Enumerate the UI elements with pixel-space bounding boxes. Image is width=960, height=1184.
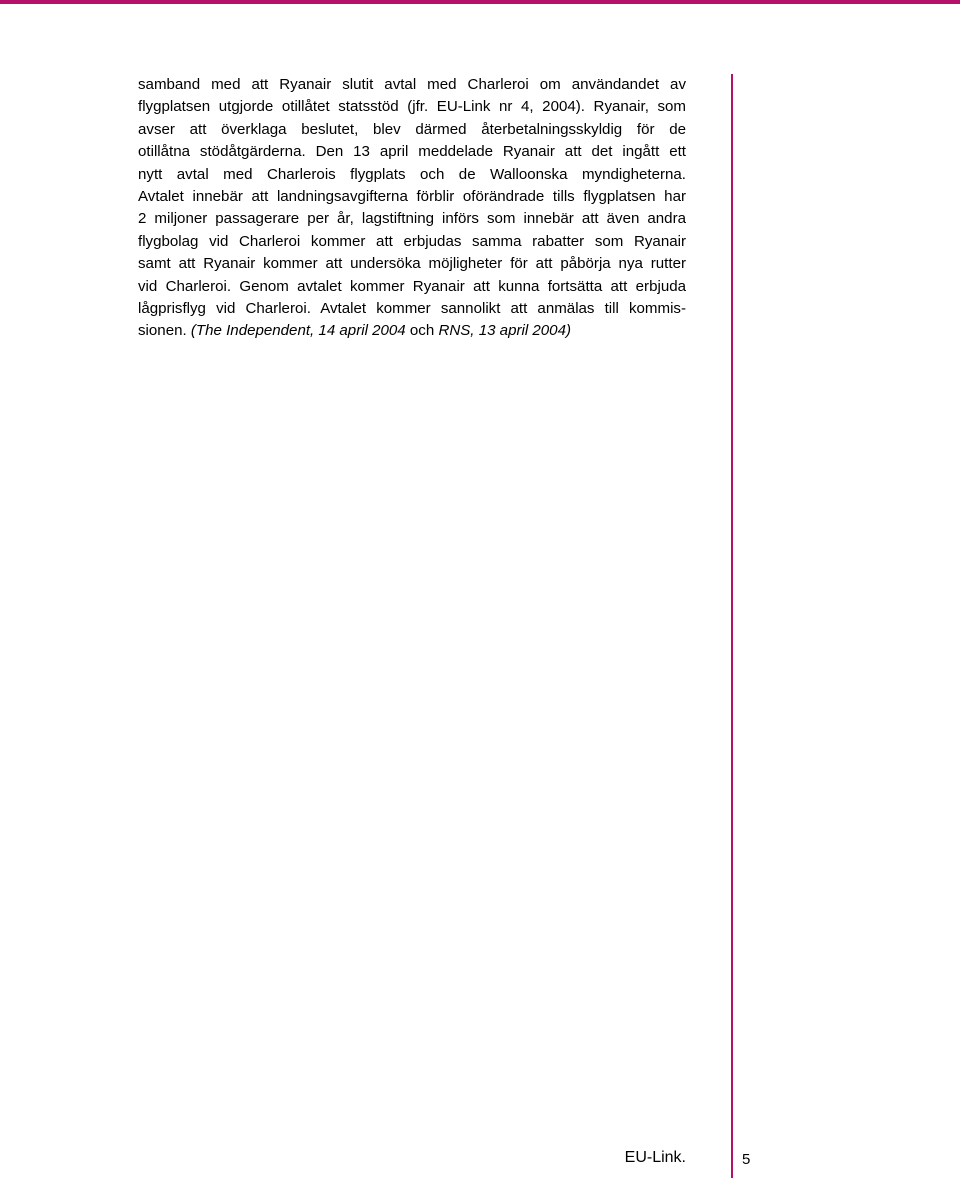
article-line: samband med att Ryanair slutit avtal med Charleroi om användandet av — [138, 76, 686, 93]
article-line: Avtalet innebär att landningsavgifterna förblir oförändrade tills flygplatsen har — [138, 188, 686, 206]
article-line: lågprisflyg vid Charleroi. Avtalet kommer sannolikt att anmälas till kommis- — [138, 300, 686, 318]
article-body — [138, 74, 686, 343]
article-line: flygbolag vid Charleroi kommer att erbjudas samma rabatter som Ryanair — [138, 232, 686, 250]
article-line: samt att Ryanair kommer att undersöka möjligheter för att påbörja nya rutter — [138, 255, 686, 273]
article-line: otillåtna stödåtgärderna. Den 13 april meddelade Ryanair att det ingått ett — [138, 143, 686, 161]
top-accent-rule — [0, 0, 960, 4]
article-line: 2 miljoner passagerare per år, lagstiftning införs som innebär att även andra — [138, 210, 686, 228]
footer-publication-label: EU-Link. — [624, 1149, 686, 1166]
page-number: 5 — [742, 1151, 751, 1168]
source-citation: RNS, 13 april 2004) — [438, 322, 571, 340]
source-citation: (The Independent, 14 april 2004 — [190, 322, 406, 340]
vertical-accent-rule — [731, 74, 733, 1178]
citation-connector: och — [405, 322, 439, 340]
article-line: vid Charleroi. Genom avtalet kommer Ryanair att kunna fortsätta att erbjuda — [138, 277, 686, 295]
article-last-line — [138, 320, 686, 342]
article-line: nytt avtal med Charlerois flygplats och de Walloonska myndigheterna. — [138, 165, 686, 183]
article-line: avser att överklaga beslutet, blev därmed återbetalningsskyldig för de — [138, 120, 686, 138]
article-line: flygplatsen utgjorde otillåtet statsstöd (jfr. EU-Link nr 4, 2004). Ryanair, som — [138, 98, 686, 116]
article-line-prefix: sionen. — [138, 322, 191, 340]
